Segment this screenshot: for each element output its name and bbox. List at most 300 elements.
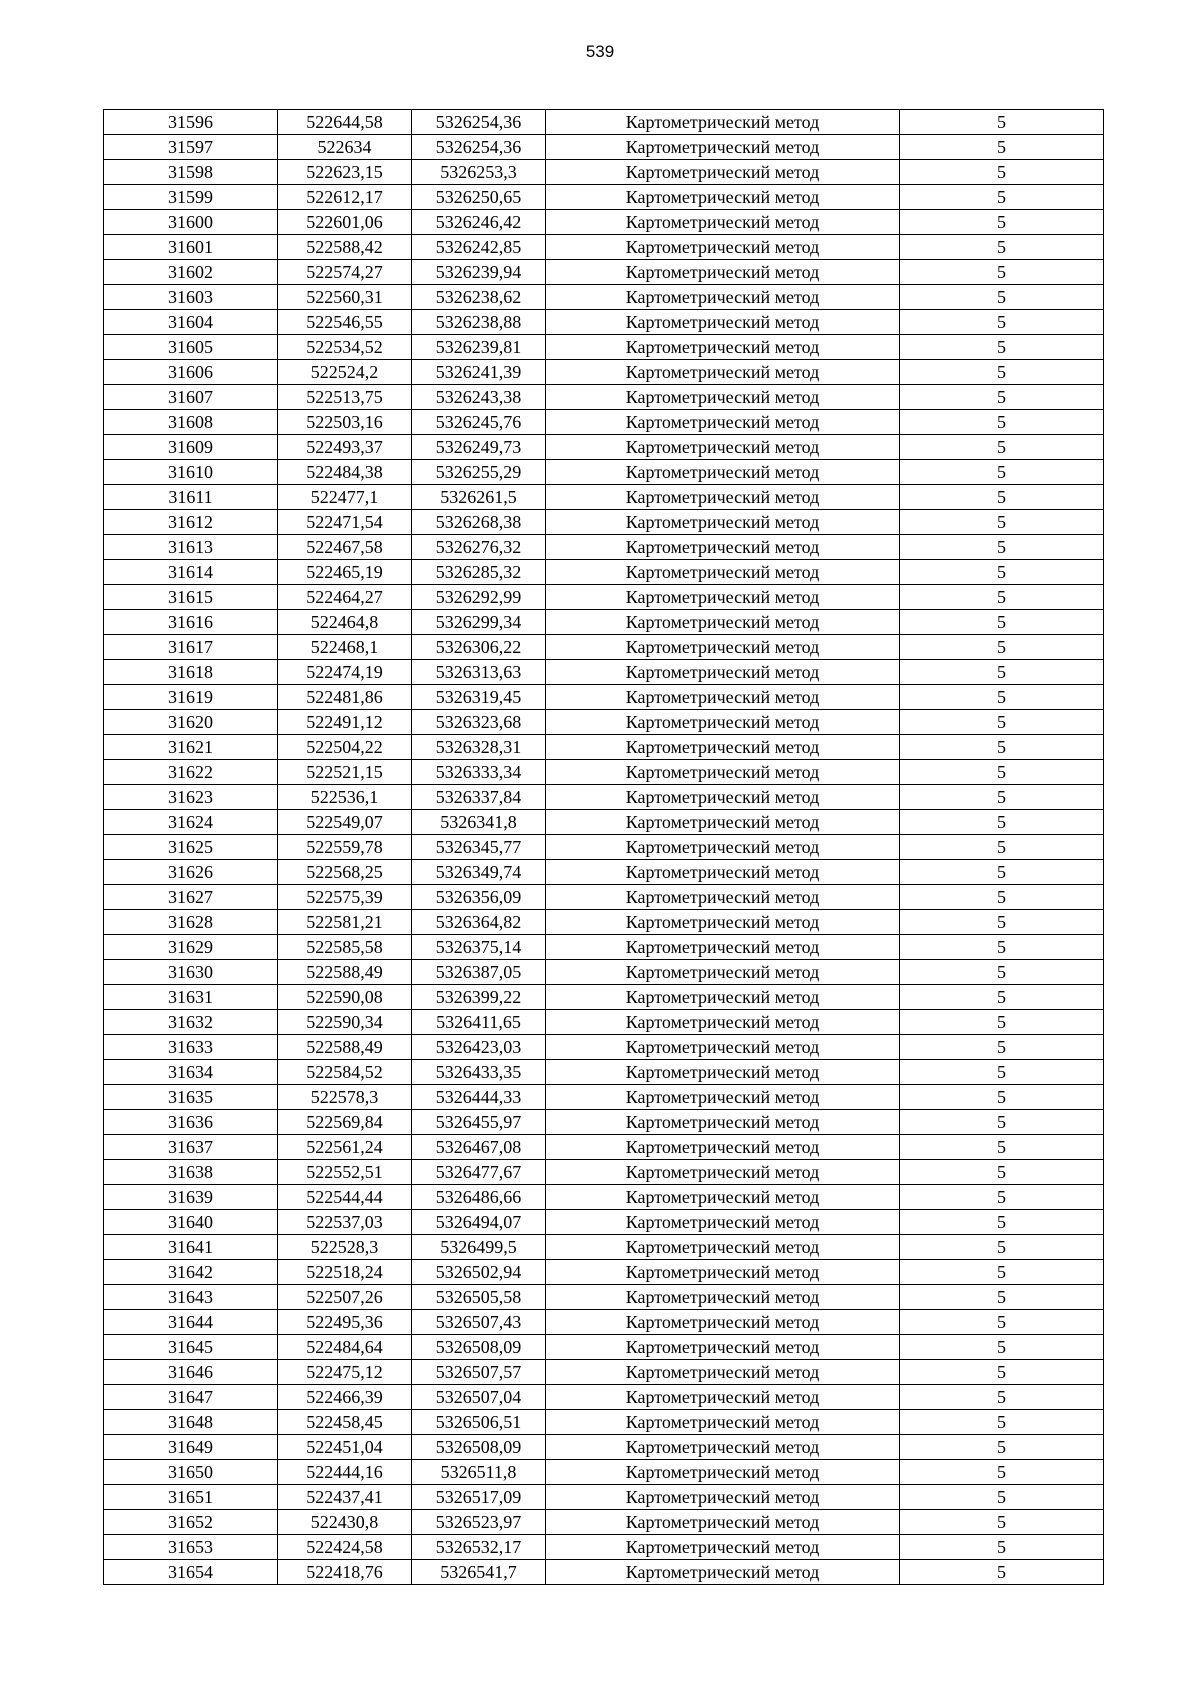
- point-number-cell: 31628: [104, 910, 278, 935]
- accuracy-cell: 5: [900, 860, 1104, 885]
- x-coordinate-cell: 522575,39: [278, 885, 412, 910]
- y-coordinate-cell: 5326337,84: [412, 785, 546, 810]
- x-coordinate-cell: 522451,04: [278, 1435, 412, 1460]
- y-coordinate-cell: 5326399,22: [412, 985, 546, 1010]
- method-cell: Картометрический метод: [546, 1335, 900, 1360]
- x-coordinate-cell: 522561,24: [278, 1135, 412, 1160]
- method-cell: Картометрический метод: [546, 1560, 900, 1585]
- method-cell: Картометрический метод: [546, 1160, 900, 1185]
- method-cell: Картометрический метод: [546, 535, 900, 560]
- x-coordinate-cell: 522424,58: [278, 1535, 412, 1560]
- accuracy-cell: 5: [900, 285, 1104, 310]
- accuracy-cell: 5: [900, 760, 1104, 785]
- table-row: [104, 635, 1104, 660]
- table-row: [104, 1460, 1104, 1485]
- point-number-cell: 31607: [104, 385, 278, 410]
- y-coordinate-cell: 5326238,62: [412, 285, 546, 310]
- method-cell: Картометрический метод: [546, 735, 900, 760]
- x-coordinate-cell: 522568,25: [278, 860, 412, 885]
- method-cell: Картометрический метод: [546, 585, 900, 610]
- accuracy-cell: 5: [900, 1010, 1104, 1035]
- accuracy-cell: 5: [900, 335, 1104, 360]
- point-number-cell: 31599: [104, 185, 278, 210]
- x-coordinate-cell: 522634: [278, 135, 412, 160]
- x-coordinate-cell: 522495,36: [278, 1310, 412, 1335]
- x-coordinate-cell: 522518,24: [278, 1260, 412, 1285]
- y-coordinate-cell: 5326494,07: [412, 1210, 546, 1235]
- method-cell: Картометрический метод: [546, 935, 900, 960]
- x-coordinate-cell: 522601,06: [278, 210, 412, 235]
- accuracy-cell: 5: [900, 685, 1104, 710]
- point-number-cell: 31653: [104, 1535, 278, 1560]
- accuracy-cell: 5: [900, 1085, 1104, 1110]
- accuracy-cell: 5: [900, 1235, 1104, 1260]
- method-cell: Картометрический метод: [546, 1285, 900, 1310]
- method-cell: Картометрический метод: [546, 760, 900, 785]
- accuracy-cell: 5: [900, 910, 1104, 935]
- table-row: [104, 535, 1104, 560]
- point-number-cell: 31631: [104, 985, 278, 1010]
- point-number-cell: 31646: [104, 1360, 278, 1385]
- accuracy-cell: 5: [900, 1410, 1104, 1435]
- method-cell: Картометрический метод: [546, 110, 900, 135]
- y-coordinate-cell: 5326254,36: [412, 110, 546, 135]
- x-coordinate-cell: 522464,8: [278, 610, 412, 635]
- table-row: [104, 510, 1104, 535]
- method-cell: Картометрический метод: [546, 1385, 900, 1410]
- page-number: 539: [585, 42, 615, 61]
- table-row: [104, 485, 1104, 510]
- point-number-cell: 31629: [104, 935, 278, 960]
- point-number-cell: 31640: [104, 1210, 278, 1235]
- y-coordinate-cell: 5326239,81: [412, 335, 546, 360]
- y-coordinate-cell: 5326254,36: [412, 135, 546, 160]
- accuracy-cell: 5: [900, 385, 1104, 410]
- x-coordinate-cell: 522560,31: [278, 285, 412, 310]
- accuracy-cell: 5: [900, 1535, 1104, 1560]
- table-row: [104, 1185, 1104, 1210]
- accuracy-cell: 5: [900, 160, 1104, 185]
- accuracy-cell: 5: [900, 710, 1104, 735]
- point-number-cell: 31626: [104, 860, 278, 885]
- point-number-cell: 31654: [104, 1560, 278, 1585]
- point-number-cell: 31650: [104, 1460, 278, 1485]
- method-cell: Картометрический метод: [546, 435, 900, 460]
- method-cell: Картометрический метод: [546, 510, 900, 535]
- point-number-cell: 31649: [104, 1435, 278, 1460]
- accuracy-cell: 5: [900, 485, 1104, 510]
- x-coordinate-cell: 522504,22: [278, 735, 412, 760]
- method-cell: Картометрический метод: [546, 135, 900, 160]
- y-coordinate-cell: 5326517,09: [412, 1485, 546, 1510]
- method-cell: Картометрический метод: [546, 1035, 900, 1060]
- point-number-cell: 31602: [104, 260, 278, 285]
- point-number-cell: 31641: [104, 1235, 278, 1260]
- point-number-cell: 31630: [104, 960, 278, 985]
- point-number-cell: 31603: [104, 285, 278, 310]
- point-number-cell: 31622: [104, 760, 278, 785]
- point-number-cell: 31608: [104, 410, 278, 435]
- point-number-cell: 31618: [104, 660, 278, 685]
- point-number-cell: 31615: [104, 585, 278, 610]
- table-row: [104, 835, 1104, 860]
- point-number-cell: 31639: [104, 1185, 278, 1210]
- method-cell: Картометрический метод: [546, 1510, 900, 1535]
- y-coordinate-cell: 5326246,42: [412, 210, 546, 235]
- x-coordinate-cell: 522493,37: [278, 435, 412, 460]
- accuracy-cell: 5: [900, 435, 1104, 460]
- point-number-cell: 31636: [104, 1110, 278, 1135]
- method-cell: Картометрический метод: [546, 885, 900, 910]
- y-coordinate-cell: 5326455,97: [412, 1110, 546, 1135]
- y-coordinate-cell: 5326364,82: [412, 910, 546, 935]
- accuracy-cell: 5: [900, 210, 1104, 235]
- method-cell: Картометрический метод: [546, 1260, 900, 1285]
- method-cell: Картометрический метод: [546, 1235, 900, 1260]
- table-row: [104, 760, 1104, 785]
- table-row: [104, 935, 1104, 960]
- x-coordinate-cell: 522612,17: [278, 185, 412, 210]
- x-coordinate-cell: 522588,49: [278, 960, 412, 985]
- point-number-cell: 31616: [104, 610, 278, 635]
- accuracy-cell: 5: [900, 1285, 1104, 1310]
- x-coordinate-cell: 522477,1: [278, 485, 412, 510]
- x-coordinate-cell: 522430,8: [278, 1510, 412, 1535]
- table-row: [104, 585, 1104, 610]
- y-coordinate-cell: 5326323,68: [412, 710, 546, 735]
- point-number-cell: 31642: [104, 1260, 278, 1285]
- accuracy-cell: 5: [900, 835, 1104, 860]
- point-number-cell: 31605: [104, 335, 278, 360]
- point-number-cell: 31617: [104, 635, 278, 660]
- table-row: [104, 285, 1104, 310]
- method-cell: Картометрический метод: [546, 1410, 900, 1435]
- accuracy-cell: 5: [900, 235, 1104, 260]
- accuracy-cell: 5: [900, 1560, 1104, 1585]
- method-cell: Картометрический метод: [546, 360, 900, 385]
- method-cell: Картометрический метод: [546, 1085, 900, 1110]
- x-coordinate-cell: 522484,64: [278, 1335, 412, 1360]
- table-row: [104, 785, 1104, 810]
- y-coordinate-cell: 5326507,57: [412, 1360, 546, 1385]
- x-coordinate-cell: 522503,16: [278, 410, 412, 435]
- point-number-cell: 31610: [104, 460, 278, 485]
- table-row: [104, 1110, 1104, 1135]
- accuracy-cell: 5: [900, 460, 1104, 485]
- y-coordinate-cell: 5326375,14: [412, 935, 546, 960]
- table-row: [104, 1510, 1104, 1535]
- accuracy-cell: 5: [900, 935, 1104, 960]
- table-row: [104, 1335, 1104, 1360]
- method-cell: Картометрический метод: [546, 485, 900, 510]
- y-coordinate-cell: 5326477,67: [412, 1160, 546, 1185]
- accuracy-cell: 5: [900, 1060, 1104, 1085]
- accuracy-cell: 5: [900, 1335, 1104, 1360]
- y-coordinate-cell: 5326292,99: [412, 585, 546, 610]
- point-number-cell: 31645: [104, 1335, 278, 1360]
- x-coordinate-cell: 522623,15: [278, 160, 412, 185]
- y-coordinate-cell: 5326506,51: [412, 1410, 546, 1435]
- point-number-cell: 31614: [104, 560, 278, 585]
- x-coordinate-cell: 522578,3: [278, 1085, 412, 1110]
- y-coordinate-cell: 5326423,03: [412, 1035, 546, 1060]
- accuracy-cell: 5: [900, 1160, 1104, 1185]
- point-number-cell: 31627: [104, 885, 278, 910]
- method-cell: Картометрический метод: [546, 1210, 900, 1235]
- accuracy-cell: 5: [900, 535, 1104, 560]
- point-number-cell: 31635: [104, 1085, 278, 1110]
- accuracy-cell: 5: [900, 360, 1104, 385]
- point-number-cell: 31625: [104, 835, 278, 860]
- table-row: [104, 1435, 1104, 1460]
- x-coordinate-cell: 522552,51: [278, 1160, 412, 1185]
- table-row: [104, 1485, 1104, 1510]
- table-row: [104, 910, 1104, 935]
- method-cell: Картометрический метод: [546, 1185, 900, 1210]
- x-coordinate-cell: 522467,58: [278, 535, 412, 560]
- table-row: [104, 1410, 1104, 1435]
- y-coordinate-cell: 5326511,8: [412, 1460, 546, 1485]
- table-row: [104, 1210, 1104, 1235]
- method-cell: Картометрический метод: [546, 460, 900, 485]
- method-cell: Картометрический метод: [546, 1010, 900, 1035]
- x-coordinate-cell: 522536,1: [278, 785, 412, 810]
- accuracy-cell: 5: [900, 960, 1104, 985]
- x-coordinate-cell: 522458,45: [278, 1410, 412, 1435]
- y-coordinate-cell: 5326345,77: [412, 835, 546, 860]
- table-row: [104, 210, 1104, 235]
- point-number-cell: 31612: [104, 510, 278, 535]
- y-coordinate-cell: 5326245,76: [412, 410, 546, 435]
- point-number-cell: 31634: [104, 1060, 278, 1085]
- x-coordinate-cell: 522569,84: [278, 1110, 412, 1135]
- accuracy-cell: 5: [900, 510, 1104, 535]
- y-coordinate-cell: 5326255,29: [412, 460, 546, 485]
- point-number-cell: 31606: [104, 360, 278, 385]
- accuracy-cell: 5: [900, 185, 1104, 210]
- point-number-cell: 31651: [104, 1485, 278, 1510]
- method-cell: Картометрический метод: [546, 910, 900, 935]
- x-coordinate-cell: 522584,52: [278, 1060, 412, 1085]
- table-row: [104, 1360, 1104, 1385]
- table-row: [104, 360, 1104, 385]
- x-coordinate-cell: 522513,75: [278, 385, 412, 410]
- point-number-cell: 31620: [104, 710, 278, 735]
- y-coordinate-cell: 5326507,43: [412, 1310, 546, 1335]
- accuracy-cell: 5: [900, 1310, 1104, 1335]
- table-row: [104, 110, 1104, 135]
- coordinates-table-body: [104, 110, 1104, 1585]
- table-row: [104, 810, 1104, 835]
- x-coordinate-cell: 522481,86: [278, 685, 412, 710]
- x-coordinate-cell: 522549,07: [278, 810, 412, 835]
- y-coordinate-cell: 5326319,45: [412, 685, 546, 710]
- y-coordinate-cell: 5326508,09: [412, 1335, 546, 1360]
- y-coordinate-cell: 5326250,65: [412, 185, 546, 210]
- table-row: [104, 1060, 1104, 1085]
- accuracy-cell: 5: [900, 260, 1104, 285]
- point-number-cell: 31598: [104, 160, 278, 185]
- accuracy-cell: 5: [900, 560, 1104, 585]
- y-coordinate-cell: 5326505,58: [412, 1285, 546, 1310]
- x-coordinate-cell: 522466,39: [278, 1385, 412, 1410]
- table-row: [104, 460, 1104, 485]
- point-number-cell: 31604: [104, 310, 278, 335]
- table-row: [104, 1260, 1104, 1285]
- x-coordinate-cell: 522546,55: [278, 310, 412, 335]
- y-coordinate-cell: 5326467,08: [412, 1135, 546, 1160]
- x-coordinate-cell: 522528,3: [278, 1235, 412, 1260]
- accuracy-cell: 5: [900, 1110, 1104, 1135]
- accuracy-cell: 5: [900, 610, 1104, 635]
- y-coordinate-cell: 5326285,32: [412, 560, 546, 585]
- y-coordinate-cell: 5326268,38: [412, 510, 546, 535]
- point-number-cell: 31613: [104, 535, 278, 560]
- x-coordinate-cell: 522544,44: [278, 1185, 412, 1210]
- accuracy-cell: 5: [900, 785, 1104, 810]
- point-number-cell: 31621: [104, 735, 278, 760]
- method-cell: Картометрический метод: [546, 210, 900, 235]
- method-cell: Картометрический метод: [546, 185, 900, 210]
- table-row: [104, 335, 1104, 360]
- table-row: [104, 710, 1104, 735]
- accuracy-cell: 5: [900, 135, 1104, 160]
- accuracy-cell: 5: [900, 585, 1104, 610]
- method-cell: Картометрический метод: [546, 385, 900, 410]
- x-coordinate-cell: 522537,03: [278, 1210, 412, 1235]
- y-coordinate-cell: 5326261,5: [412, 485, 546, 510]
- accuracy-cell: 5: [900, 1185, 1104, 1210]
- x-coordinate-cell: 522590,34: [278, 1010, 412, 1035]
- method-cell: Картометрический метод: [546, 1310, 900, 1335]
- accuracy-cell: 5: [900, 310, 1104, 335]
- x-coordinate-cell: 522521,15: [278, 760, 412, 785]
- table-row: [104, 960, 1104, 985]
- method-cell: Картометрический метод: [546, 310, 900, 335]
- table-row: [104, 1135, 1104, 1160]
- y-coordinate-cell: 5326299,34: [412, 610, 546, 635]
- method-cell: Картометрический метод: [546, 785, 900, 810]
- x-coordinate-cell: 522559,78: [278, 835, 412, 860]
- method-cell: Картометрический метод: [546, 710, 900, 735]
- point-number-cell: 31609: [104, 435, 278, 460]
- y-coordinate-cell: 5326411,65: [412, 1010, 546, 1035]
- method-cell: Картометрический метод: [546, 1435, 900, 1460]
- y-coordinate-cell: 5326502,94: [412, 1260, 546, 1285]
- point-number-cell: 31638: [104, 1160, 278, 1185]
- y-coordinate-cell: 5326242,85: [412, 235, 546, 260]
- y-coordinate-cell: 5326523,97: [412, 1510, 546, 1535]
- accuracy-cell: 5: [900, 1360, 1104, 1385]
- method-cell: Картометрический метод: [546, 235, 900, 260]
- method-cell: Картометрический метод: [546, 1110, 900, 1135]
- x-coordinate-cell: 522534,52: [278, 335, 412, 360]
- y-coordinate-cell: 5326433,35: [412, 1060, 546, 1085]
- accuracy-cell: 5: [900, 885, 1104, 910]
- x-coordinate-cell: 522468,1: [278, 635, 412, 660]
- y-coordinate-cell: 5326356,09: [412, 885, 546, 910]
- x-coordinate-cell: 522437,41: [278, 1485, 412, 1510]
- method-cell: Картометрический метод: [546, 660, 900, 685]
- x-coordinate-cell: 522465,19: [278, 560, 412, 585]
- accuracy-cell: 5: [900, 1435, 1104, 1460]
- x-coordinate-cell: 522474,19: [278, 660, 412, 685]
- table-row: [104, 435, 1104, 460]
- y-coordinate-cell: 5326444,33: [412, 1085, 546, 1110]
- table-row: [104, 735, 1104, 760]
- point-number-cell: 31632: [104, 1010, 278, 1035]
- y-coordinate-cell: 5326333,34: [412, 760, 546, 785]
- accuracy-cell: 5: [900, 660, 1104, 685]
- table-row: [104, 235, 1104, 260]
- method-cell: Картометрический метод: [546, 1485, 900, 1510]
- method-cell: Картометрический метод: [546, 335, 900, 360]
- table-row: [104, 385, 1104, 410]
- x-coordinate-cell: 522484,38: [278, 460, 412, 485]
- accuracy-cell: 5: [900, 1035, 1104, 1060]
- point-number-cell: 31624: [104, 810, 278, 835]
- accuracy-cell: 5: [900, 1510, 1104, 1535]
- method-cell: Картометрический метод: [546, 285, 900, 310]
- accuracy-cell: 5: [900, 635, 1104, 660]
- method-cell: Картометрический метод: [546, 1535, 900, 1560]
- table-row: [104, 1535, 1104, 1560]
- point-number-cell: 31611: [104, 485, 278, 510]
- y-coordinate-cell: 5326313,63: [412, 660, 546, 685]
- x-coordinate-cell: 522574,27: [278, 260, 412, 285]
- x-coordinate-cell: 522507,26: [278, 1285, 412, 1310]
- method-cell: Картометрический метод: [546, 160, 900, 185]
- accuracy-cell: 5: [900, 985, 1104, 1010]
- method-cell: Картометрический метод: [546, 560, 900, 585]
- x-coordinate-cell: 522588,49: [278, 1035, 412, 1060]
- point-number-cell: 31597: [104, 135, 278, 160]
- accuracy-cell: 5: [900, 1460, 1104, 1485]
- y-coordinate-cell: 5326241,39: [412, 360, 546, 385]
- x-coordinate-cell: 522524,2: [278, 360, 412, 385]
- table-row: [104, 160, 1104, 185]
- table-row: [104, 1285, 1104, 1310]
- accuracy-cell: 5: [900, 110, 1104, 135]
- point-number-cell: 31623: [104, 785, 278, 810]
- y-coordinate-cell: 5326328,31: [412, 735, 546, 760]
- method-cell: Картометрический метод: [546, 835, 900, 860]
- table-row: [104, 135, 1104, 160]
- method-cell: Картометрический метод: [546, 1360, 900, 1385]
- method-cell: Картометрический метод: [546, 960, 900, 985]
- table-row: [104, 660, 1104, 685]
- y-coordinate-cell: 5326486,66: [412, 1185, 546, 1210]
- point-number-cell: 31652: [104, 1510, 278, 1535]
- x-coordinate-cell: 522590,08: [278, 985, 412, 1010]
- x-coordinate-cell: 522588,42: [278, 235, 412, 260]
- method-cell: Картометрический метод: [546, 635, 900, 660]
- accuracy-cell: 5: [900, 735, 1104, 760]
- y-coordinate-cell: 5326507,04: [412, 1385, 546, 1410]
- table-row: [104, 310, 1104, 335]
- y-coordinate-cell: 5326349,74: [412, 860, 546, 885]
- y-coordinate-cell: 5326508,09: [412, 1435, 546, 1460]
- method-cell: Картометрический метод: [546, 985, 900, 1010]
- method-cell: Картометрический метод: [546, 610, 900, 635]
- table-row: [104, 1385, 1104, 1410]
- table-row: [104, 185, 1104, 210]
- table-row: [104, 610, 1104, 635]
- table-row: [104, 410, 1104, 435]
- method-cell: Картометрический метод: [546, 1135, 900, 1160]
- accuracy-cell: 5: [900, 1385, 1104, 1410]
- x-coordinate-cell: 522475,12: [278, 1360, 412, 1385]
